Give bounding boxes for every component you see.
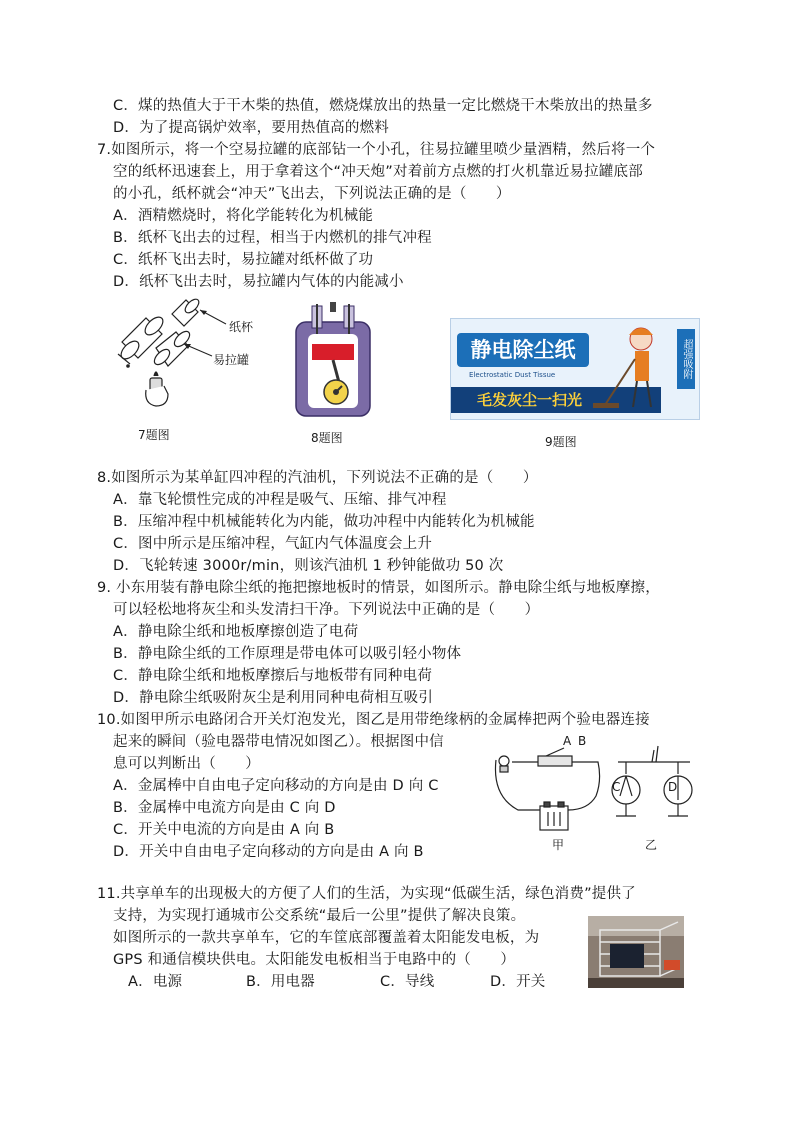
fig10-label-d: D bbox=[668, 780, 678, 794]
q11-stem-line4: GPS 和通信模块供电。太阳能发电板相当于电路中的（ ） bbox=[113, 952, 516, 968]
fig10-label-jia: 甲 bbox=[552, 838, 565, 852]
q10-option-d: D．开关中自由电子定向移动的方向是由 A 向 B bbox=[113, 844, 424, 860]
fig9-subtitle: Electrostatic Dust Tissue bbox=[469, 371, 556, 379]
q10-stem-line3: 息可以判断出（ ） bbox=[113, 756, 260, 772]
q9-option-c: C．静电除尘纸和地板摩擦后与地板带有同种电荷 bbox=[113, 668, 433, 684]
q10-option-c: C．开关中电流的方向是由 A 向 B bbox=[113, 822, 335, 838]
q9-option-b: B．静电除尘纸的工作原理是带电体可以吸引轻小物体 bbox=[113, 646, 462, 662]
q11-option-b: B．用电器 bbox=[246, 974, 315, 990]
q6-option-c: C．煤的热值大于干木柴的热值，燃烧煤放出的热量一定比燃烧干木柴放出的热量多 bbox=[113, 98, 653, 114]
fig9-caption: 9题图 bbox=[545, 435, 577, 449]
q11-option-a: A．电源 bbox=[128, 974, 183, 990]
fig8-caption: 8题图 bbox=[311, 431, 343, 445]
q11-stem-line3: 如图所示的一款共享单车，它的车筐底部覆盖着太阳能发电板，为 bbox=[113, 930, 540, 946]
q8-stem: 8.如图所示为某单缸四冲程的汽油机，下列说法不正确的是（ ） bbox=[97, 470, 538, 486]
q8-option-b: B．压缩冲程中机械能转化为内能，做功冲程中内能转化为机械能 bbox=[113, 514, 535, 530]
q7-stem-line1: 7.如图所示，将一个空易拉罐的底部钻一个小孔，往易拉罐里喷少量酒精，然后将一个 bbox=[97, 142, 656, 158]
q11-stem-line1: 11.共享单车的出现极大的方便了人们的生活，为实现“低碳生活，绿色消费”提供了 bbox=[97, 886, 636, 902]
q9-stem-line1: 9. 小东用装有静电除尘纸的拖把擦地板时的情景，如图所示。静电除尘纸与地板摩擦， bbox=[97, 580, 660, 596]
fig10-label-b: B bbox=[578, 734, 587, 748]
q7-option-a: A．酒精燃烧时，将化学能转化为机械能 bbox=[113, 208, 374, 224]
figure-9-ad bbox=[450, 318, 700, 420]
figure-10-circuit bbox=[488, 740, 608, 832]
fig9-side-label: 超强吸附 bbox=[677, 329, 695, 389]
q7-stem-line2: 空的纸杯迅速套上，用于拿着这个“冲天炮”对着前方点燃的打火机靠近易拉罐底部 bbox=[113, 164, 643, 180]
figure-10-electroscopes bbox=[608, 744, 700, 834]
fig9-title: 静电除尘纸 bbox=[457, 333, 589, 367]
fig10-label-a: A bbox=[563, 734, 572, 748]
q8-option-c: C．图中所示是压缩冲程，气缸内气体温度会上升 bbox=[113, 536, 433, 552]
fig9-slogan: 毛发灰尘一扫光 bbox=[477, 391, 583, 409]
q8-option-a: A．靠飞轮惯性完成的冲程是吸气、压缩、排气冲程 bbox=[113, 492, 447, 508]
figure-11-solar-basket bbox=[588, 916, 684, 988]
q8-option-d: D．飞轮转速 3000r/min，则该汽油机 1 秒钟能做功 50 次 bbox=[113, 558, 504, 574]
q11-stem-line2: 支持，为实现打通城市公交系统“最后一公里”提供了解决良策。 bbox=[113, 908, 526, 924]
q10-option-a: A．金属棒中自由电子定向移动的方向是由 D 向 C bbox=[113, 778, 439, 794]
q10-option-b: B．金属棒中电流方向是由 C 向 D bbox=[113, 800, 336, 816]
q11-option-c: C．导线 bbox=[380, 974, 435, 990]
q10-stem-line2: 起来的瞬间（验电器带电情况如图乙）。根据图中信 bbox=[113, 734, 444, 750]
fig10-label-yi: 乙 bbox=[645, 838, 658, 852]
fig7-label-cup: 纸杯 bbox=[229, 320, 254, 334]
q11-option-d: D．开关 bbox=[490, 974, 546, 990]
q9-option-a: A．静电除尘纸和地板摩擦创造了电荷 bbox=[113, 624, 359, 640]
q7-option-d: D．纸杯飞出去时，易拉罐内气体的内能减小 bbox=[113, 274, 404, 290]
q7-option-b: B．纸杯飞出去的过程，相当于内燃机的排气冲程 bbox=[113, 230, 432, 246]
q6-option-d: D．为了提高锅炉效率，要用热值高的燃料 bbox=[113, 120, 389, 136]
q9-option-d: D．静电除尘纸吸附灰尘是利用同种电荷相互吸引 bbox=[113, 690, 434, 706]
q7-option-c: C．纸杯飞出去时，易拉罐对纸杯做了功 bbox=[113, 252, 374, 268]
figure-8-engine bbox=[290, 300, 376, 420]
q7-stem-line3: 的小孔，纸杯就会“冲天”飞出去，下列说法正确的是（ ） bbox=[113, 186, 511, 202]
fig7-label-can: 易拉罐 bbox=[213, 353, 250, 367]
q10-stem-line1: 10.如图甲所示电路闭合开关灯泡发光，图乙是用带绝缘柄的金属棒把两个验电器连接 bbox=[97, 712, 650, 728]
fig7-caption: 7题图 bbox=[138, 428, 170, 442]
fig10-label-c: C bbox=[612, 780, 621, 794]
q9-stem-line2: 可以轻松地将灰尘和头发清扫干净。下列说法中正确的是（ ） bbox=[113, 602, 540, 618]
fig9-person-mopping-icon bbox=[591, 319, 681, 419]
